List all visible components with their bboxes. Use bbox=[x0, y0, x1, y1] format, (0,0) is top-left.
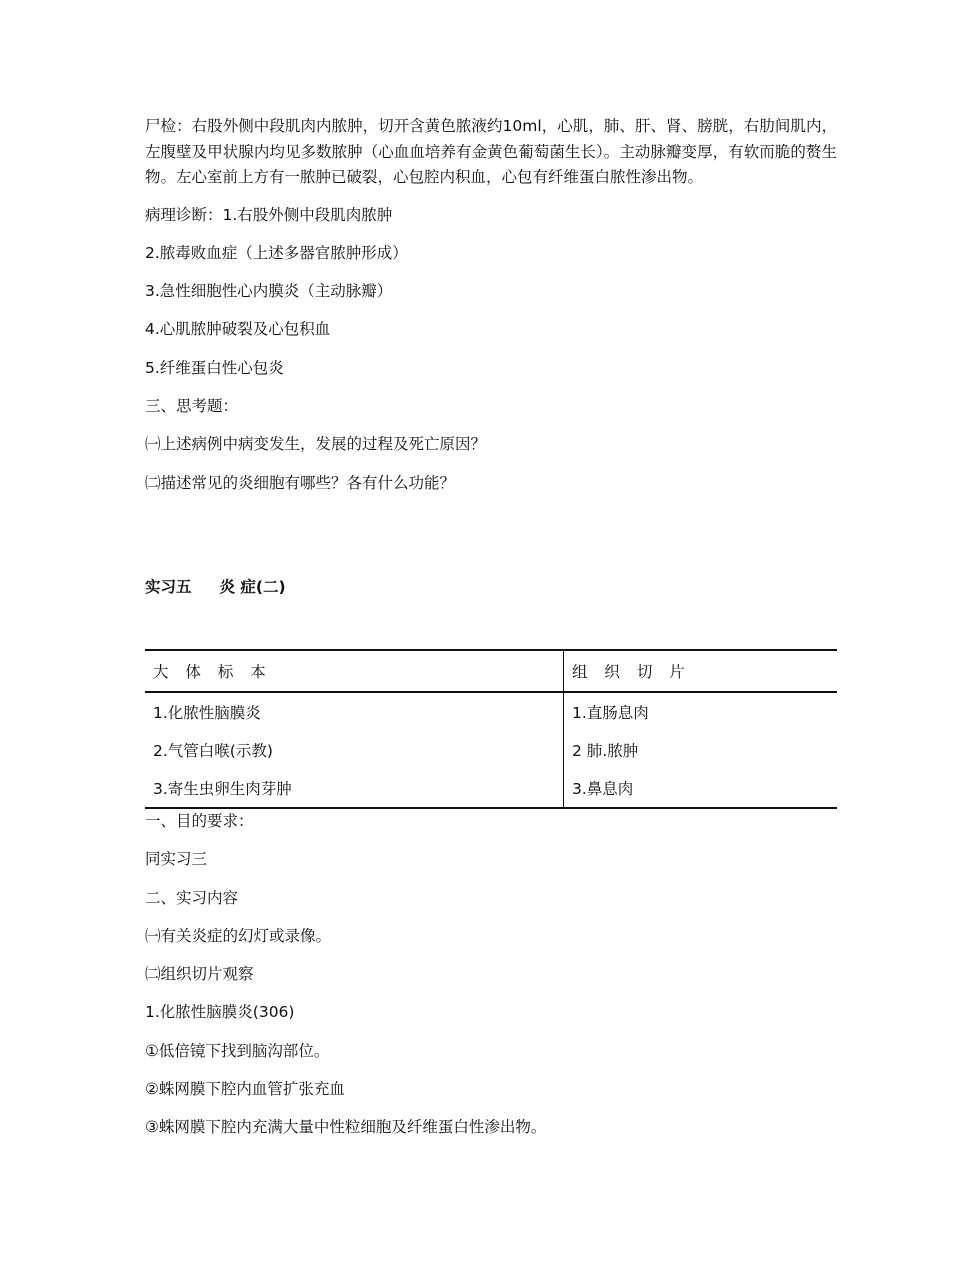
text-line: 同实习三 bbox=[145, 850, 208, 869]
text-line: ㈠有关炎症的幻灯或录像。 bbox=[145, 926, 332, 945]
specimen-table bbox=[145, 649, 837, 809]
diagnosis-item: 3.急性细胞性心内膜炎（主动脉瓣） bbox=[145, 282, 393, 301]
objectives-heading: 一、目的要求： bbox=[145, 812, 254, 830]
question-item: ㈠上述病例中病变发生，发展的过程及死亡原因？ bbox=[145, 435, 487, 454]
diagnosis-title: 病理诊断：1.右股外侧中段肌肉脓肿 bbox=[145, 205, 393, 224]
text-line: ②蛛网膜下腔内血管扩张充血 bbox=[145, 1080, 345, 1099]
table-header-section: 组 织 切 片 bbox=[564, 650, 838, 692]
questions-heading: 三、思考题： bbox=[145, 396, 239, 415]
table-row bbox=[145, 731, 837, 769]
text-line: ③蛛网膜下腔内充满大量中性粒细胞及纤维蛋白性渗出物。 bbox=[145, 1118, 547, 1137]
text-line: 1.化脓性脑膜炎(306) bbox=[145, 1003, 295, 1022]
section-title-part2: 炎 症(二) bbox=[219, 578, 286, 596]
section-title-part1: 实习五 bbox=[145, 578, 192, 596]
table-row bbox=[145, 769, 837, 808]
diagnosis-item: 4.心肌脓肿破裂及心包积血 bbox=[145, 320, 331, 339]
content-section bbox=[145, 810, 837, 1155]
table-cell: 2.气管白喉(示教) bbox=[145, 731, 564, 769]
autopsy-paragraph: 尸检：右股外侧中段肌肉内脓肿，切开含黄色脓液约10ml，心肌，肺、肝、肾、膀胱，右肋间肌内，左腹壁及甲状腺内均见多数脓肿（心血血培养有金黄色葡萄菌生长）。主动脉瓣变厚，有软而脆的赘生物。左心室前上方有一脓肿已破裂，心包腔内积血，心包有纤维蛋白脓性渗出物。 bbox=[145, 117, 837, 186]
table-cell: 1.直肠息肉 bbox=[572, 704, 649, 722]
practice-content-heading: 二、实习内容 bbox=[145, 888, 239, 907]
diagnosis-item: 5.纤维蛋白性心包炎 bbox=[145, 358, 284, 377]
table-cell: 3.鼻息肉 bbox=[564, 769, 838, 808]
text-line: ㈡组织切片观察 bbox=[145, 965, 254, 984]
text-line: ①低倍镜下找到脑沟部位。 bbox=[145, 1041, 330, 1060]
diagnosis-item: 2.脓毒败血症（上述多器官脓肿形成） bbox=[145, 243, 408, 262]
table-row bbox=[145, 692, 837, 731]
document-page bbox=[145, 114, 837, 1137]
table-cell: 3.寄生虫卵生肉芽肿 bbox=[145, 769, 564, 808]
table-cell: 1.化脓性脑膜炎 bbox=[145, 692, 564, 731]
section-title bbox=[145, 575, 286, 597]
table-header-gross: 大 体 标 本 bbox=[145, 650, 564, 692]
question-item: ㈡描述常见的炎细胞有哪些？各有什么功能？ bbox=[145, 473, 456, 492]
table-header-row bbox=[145, 650, 837, 692]
table-cell: 2 肺.脓肿 bbox=[572, 742, 639, 760]
